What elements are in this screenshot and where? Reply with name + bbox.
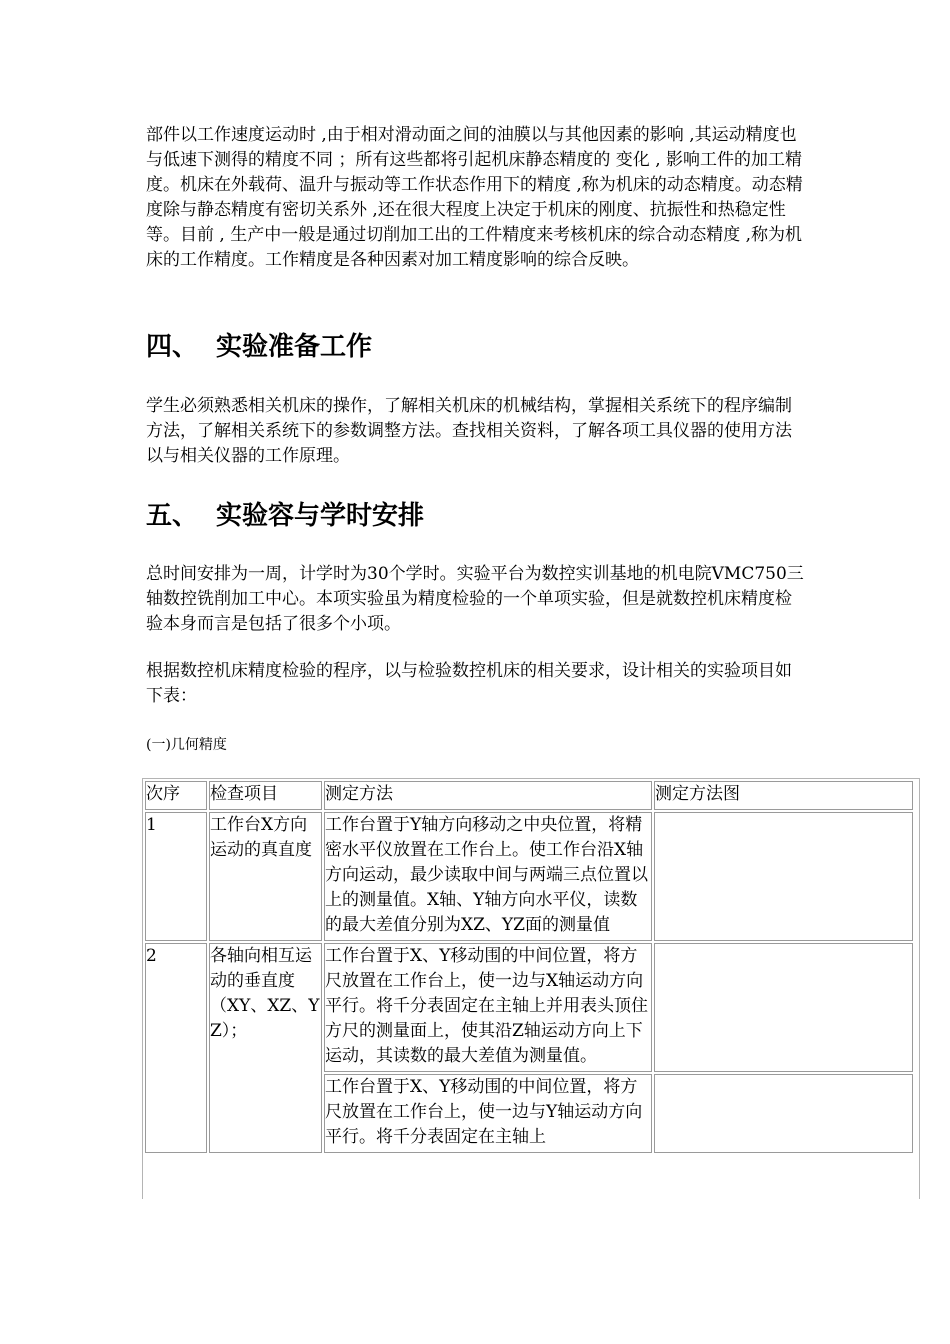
check-item-cell: 各轴向相互运动的垂直度（XY、XZ、YZ）； [209, 943, 322, 1153]
method-cell: 工作台置于X、Y移动围的中间位置，将方尺放置在工作台上，使一边与X轴运动方向平行。将千分表固定在主轴上并用表头顶住方尺的测量面上，使其沿Z轴运动方向上下运动，其读数的最大差值为测量值。 [324, 943, 652, 1072]
section-4-number: 四、 [146, 332, 199, 362]
header-cell-figure: 测定方法图 [654, 781, 913, 810]
table-header-row [145, 781, 913, 810]
geometric-accuracy-table [142, 778, 920, 1199]
table-row [145, 812, 913, 941]
section-4-title: 实验准备工作 [216, 332, 373, 362]
section-5-title: 实验容与学时安排 [216, 501, 425, 531]
section-5-number: 五、 [146, 501, 199, 531]
header-cell-item: 检查项目 [209, 781, 322, 810]
row-number-cell: 2 [145, 943, 207, 1153]
intro-paragraph: 部件以工作速度运动时 ,由于相对滑动面之间的油膜以与其他因素的影响 ,其运动精度也与低速下测得的精度不同 ；所有这些都将引起机床静态精度的 变化 , 影响工件的加工精度。机床在外载荷、温升与振动等工作状态作用下的精度 ,称为机床的动态精度。动态精度除与静态精度有密切关系外 ,还在很大程度上决定于机床的刚度、抗振性和热稳定性等。目前 , 生产中一般是通过切削加工出的工件精度来考核机床的综合动态精度 ,称为机床的工作精度。工作精度是各种因素对加工精度影响的综合反映。 [146, 125, 803, 270]
method-figure-cell [654, 1074, 913, 1153]
header-cell-method: 测定方法 [324, 781, 652, 810]
table-caption: (一)几何精度 [146, 737, 227, 753]
preparation-paragraph: 学生必须熟悉相关机床的操作，了解相关机床的机械结构，掌握相关系统下的程序编制方法，了解相关系统下的参数调整方法。查找相关资料，了解各项工具仪器的使用方法以与相关仪器的工作原理。 [146, 396, 792, 466]
section-5-heading [146, 499, 424, 533]
table-row [145, 943, 913, 1072]
method-cell: 工作台置于Y轴方向移动之中央位置，将精密水平仪放置在工作台上。使工作台沿X轴方向运动，最少读取中间与两端三点位置以上的测量值。X轴、Y轴方向水平仪，读数的最大差值分别为XZ、YZ面的测量值 [324, 812, 652, 941]
section-4-heading [146, 330, 372, 364]
row-number-cell: 1 [145, 812, 207, 941]
check-item-cell: 工作台X方向运动的真直度 [209, 812, 322, 941]
schedule-paragraph: 总时间安排为一周，计学时为30个学时。实验平台为数控实训基地的机电院VMC750三轴数控铣削加工中心。本项实验虽为精度检验的一个单项实验，但是就数控机床精度检验本身而言是包括了很多个小项。 [146, 564, 804, 634]
header-cell-order: 次序 [145, 781, 207, 810]
method-cell: 工作台置于X、Y移动围的中间位置，将方尺放置在工作台上，使一边与Y轴运动方向平行。将千分表固定在主轴上 [324, 1074, 652, 1153]
method-figure-cell [654, 812, 913, 941]
method-figure-cell [654, 943, 913, 1072]
table-intro-paragraph: 根据数控机床精度检验的程序，以与检验数控机床的相关要求，设计相关的实验项目如下表： [146, 661, 792, 706]
